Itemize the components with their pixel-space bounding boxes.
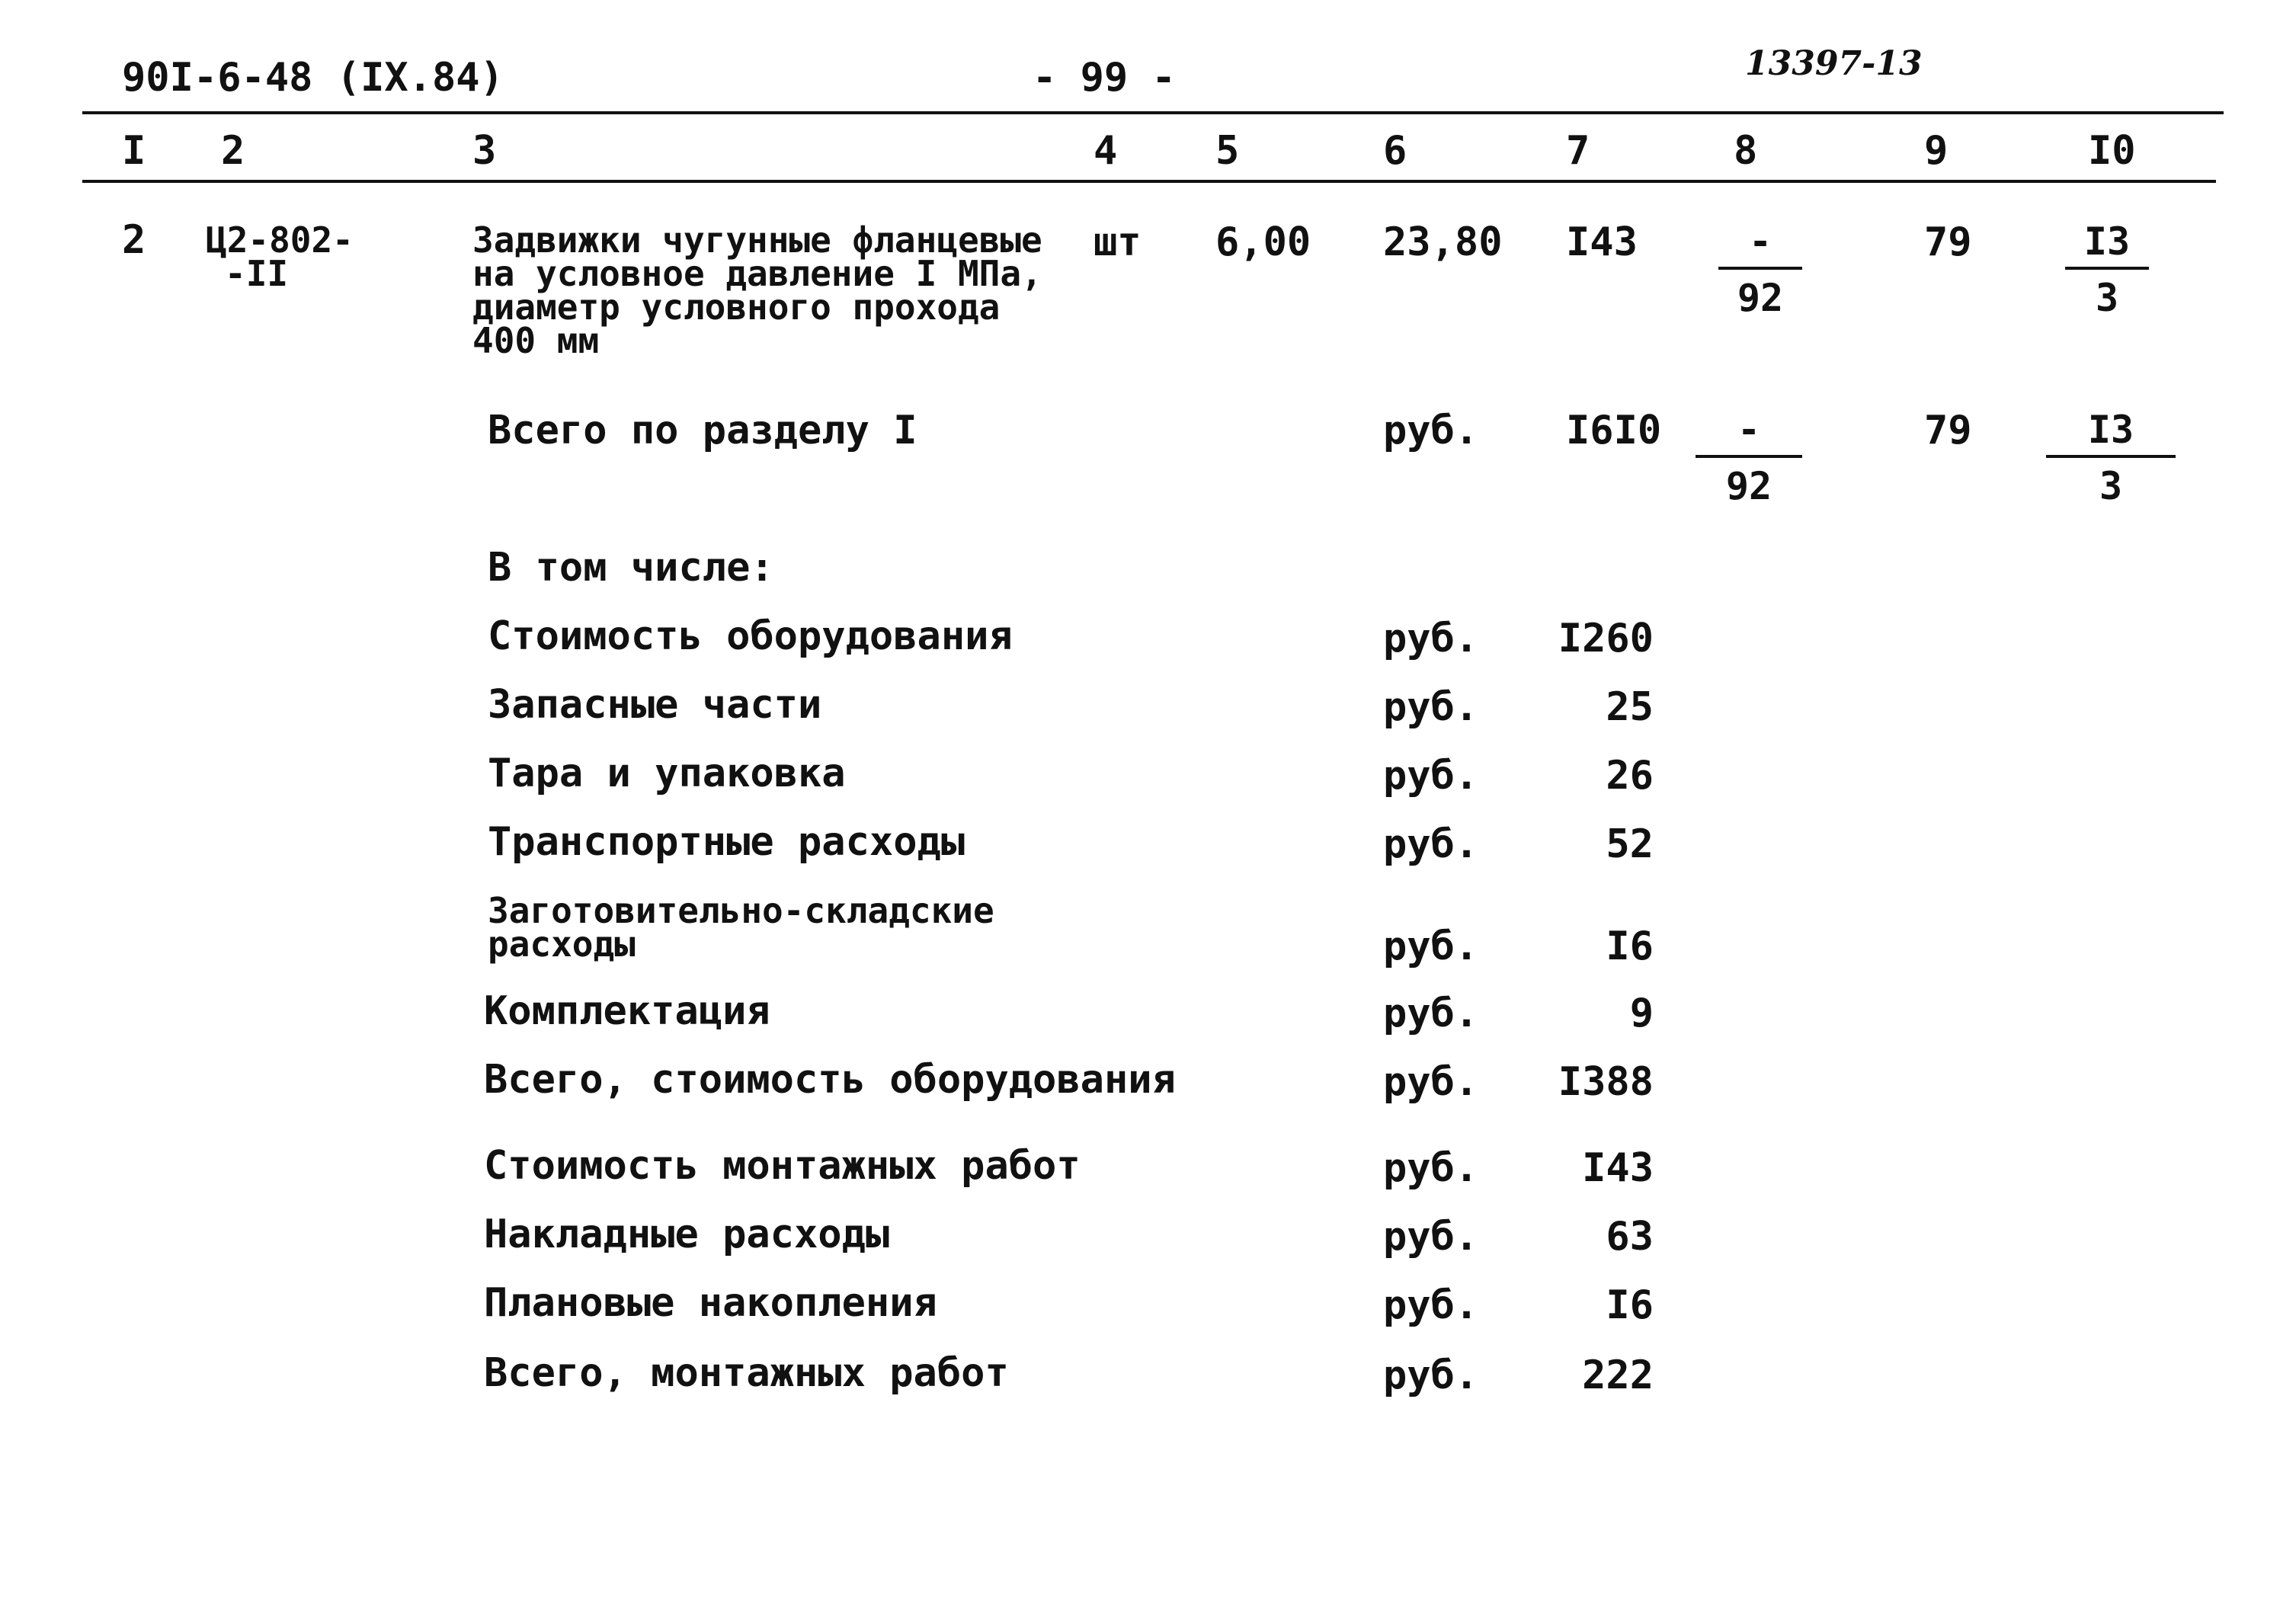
fraction-bar <box>1718 267 1802 270</box>
col-header-9: 9 <box>1924 128 1949 174</box>
item-code-line2: -II <box>225 253 289 294</box>
breakdown-value: 25 <box>1606 684 1654 730</box>
breakdown-unit: руб. <box>1383 1214 1479 1260</box>
breakdown-label: Всего, стоимость оборудования <box>484 1057 1176 1103</box>
col-header-2: 2 <box>221 128 245 174</box>
breakdown-label-continued: расходы <box>488 924 636 965</box>
item-quantity: 6,00 <box>1215 219 1311 265</box>
item-col10-fraction <box>2065 219 2149 320</box>
breakdown-unit: руб. <box>1383 924 1479 969</box>
breakdown-label: Стоимость монтажных работ <box>484 1143 1081 1189</box>
item-description-line1: Задвижки чугунные фланцевые <box>472 219 1042 261</box>
section-col10-numerator: I3 <box>2087 408 2134 452</box>
breakdown-unit: руб. <box>1383 616 1479 661</box>
breakdown-value: I6 <box>1606 1282 1654 1328</box>
page-number: - 99 - <box>1033 55 1176 101</box>
handwritten-number: 13397-13 <box>1745 44 1923 83</box>
fraction-bar <box>1696 455 1802 458</box>
fraction-bar <box>2046 455 2176 458</box>
breakdown-value: I388 <box>1558 1059 1654 1105</box>
col-header-5: 5 <box>1215 128 1240 174</box>
breakdown-value: 9 <box>1629 991 1654 1036</box>
breakdown-unit: руб. <box>1383 1059 1479 1105</box>
breakdown-label: Всего, монтажных работ <box>484 1350 1009 1396</box>
item-description-line4: 400 мм <box>472 320 600 361</box>
breakdown-value: 63 <box>1606 1214 1654 1260</box>
document-code: 90I-6-48 (IX.84) <box>122 55 504 101</box>
col-header-3: 3 <box>472 128 497 174</box>
col-header-6: 6 <box>1383 128 1407 174</box>
item-number: 2 <box>122 217 146 263</box>
col-header-4: 4 <box>1094 128 1118 174</box>
item-col8-numerator: - <box>1748 219 1772 264</box>
header-rule-bottom <box>82 180 2216 183</box>
breakdown-value: 26 <box>1606 753 1654 799</box>
breakdown-value: I260 <box>1558 616 1654 661</box>
col-header-10: I0 <box>2088 128 2136 174</box>
item-col9: 79 <box>1924 219 1972 265</box>
section-col8-denominator: 92 <box>1725 464 1772 508</box>
item-col8-fraction <box>1718 219 1802 320</box>
item-col10-denominator: 3 <box>2095 276 2119 320</box>
including-label: В том числе: <box>488 545 774 591</box>
section-col10-denominator: 3 <box>2099 464 2123 508</box>
fraction-bar <box>2065 267 2149 270</box>
item-unit-price: 23,80 <box>1383 219 1503 265</box>
section-total-unit: руб. <box>1383 408 1479 453</box>
breakdown-label: Запасные части <box>488 682 822 728</box>
breakdown-unit: руб. <box>1383 684 1479 730</box>
item-col8-denominator: 92 <box>1737 276 1784 320</box>
breakdown-label: Плановые накопления <box>484 1280 937 1326</box>
item-unit: шт <box>1094 219 1142 265</box>
breakdown-label: Транспортные расходы <box>488 819 965 865</box>
breakdown-unit: руб. <box>1383 821 1479 867</box>
breakdown-value: I43 <box>1582 1145 1654 1191</box>
col-header-1: I <box>122 128 146 174</box>
section-col9: 79 <box>1924 408 1972 453</box>
breakdown-unit: руб. <box>1383 753 1479 799</box>
breakdown-value: 222 <box>1582 1353 1654 1398</box>
item-code-line1: Ц2-802- <box>206 219 354 261</box>
section-total-value: I6I0 <box>1566 408 1662 453</box>
section-total-label: Всего по разделу I <box>488 408 917 453</box>
section-col8-fraction <box>1696 408 1802 508</box>
breakdown-unit: руб. <box>1383 1282 1479 1328</box>
col-header-8: 8 <box>1734 128 1758 174</box>
section-col10-fraction <box>2046 408 2176 508</box>
breakdown-value: 52 <box>1606 821 1654 867</box>
breakdown-label: Заготовительно-складские <box>488 890 994 931</box>
breakdown-label: Тара и упаковка <box>488 751 846 796</box>
item-col10-numerator: I3 <box>2083 219 2131 264</box>
breakdown-label: Стоимость оборудования <box>488 613 1013 659</box>
item-description-line2: на условное давление I МПа, <box>472 253 1042 294</box>
breakdown-unit: руб. <box>1383 1145 1479 1191</box>
breakdown-label: Накладные расходы <box>484 1212 890 1257</box>
item-total: I43 <box>1566 219 1638 265</box>
breakdown-value: I6 <box>1606 924 1654 969</box>
breakdown-label: Комплектация <box>484 988 770 1034</box>
item-description-line3: диаметр условного прохода <box>472 287 1001 328</box>
header-rule-top <box>82 111 2224 114</box>
col-header-7: 7 <box>1566 128 1590 174</box>
section-col8-numerator: - <box>1737 408 1761 452</box>
breakdown-unit: руб. <box>1383 991 1479 1036</box>
breakdown-unit: руб. <box>1383 1353 1479 1398</box>
